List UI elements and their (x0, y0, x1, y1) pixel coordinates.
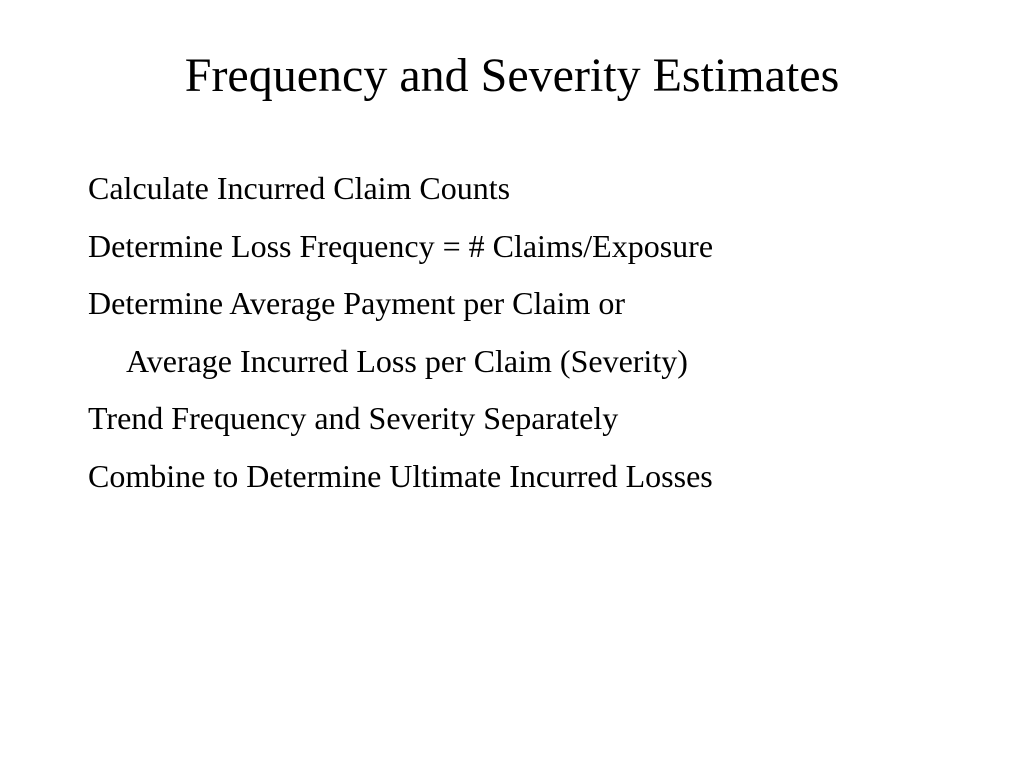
bullet-item: Calculate Incurred Claim Counts (88, 170, 511, 206)
bullet-item: Determine Loss Frequency = # Claims/Exposure (88, 227, 714, 264)
bullet-item: Determine Average Payment per Claim or (88, 285, 625, 321)
bullet-item: Combine to Determine Ultimate Incurred Losses (88, 457, 713, 494)
bullet-item: Trend Frequency and Severity Separately (88, 400, 619, 436)
slide-title: Frequency and Severity Estimates (184, 49, 840, 102)
bullet-item-continuation: Average Incurred Loss per Claim (Severity) (126, 342, 688, 379)
bullet-list (88, 160, 713, 505)
